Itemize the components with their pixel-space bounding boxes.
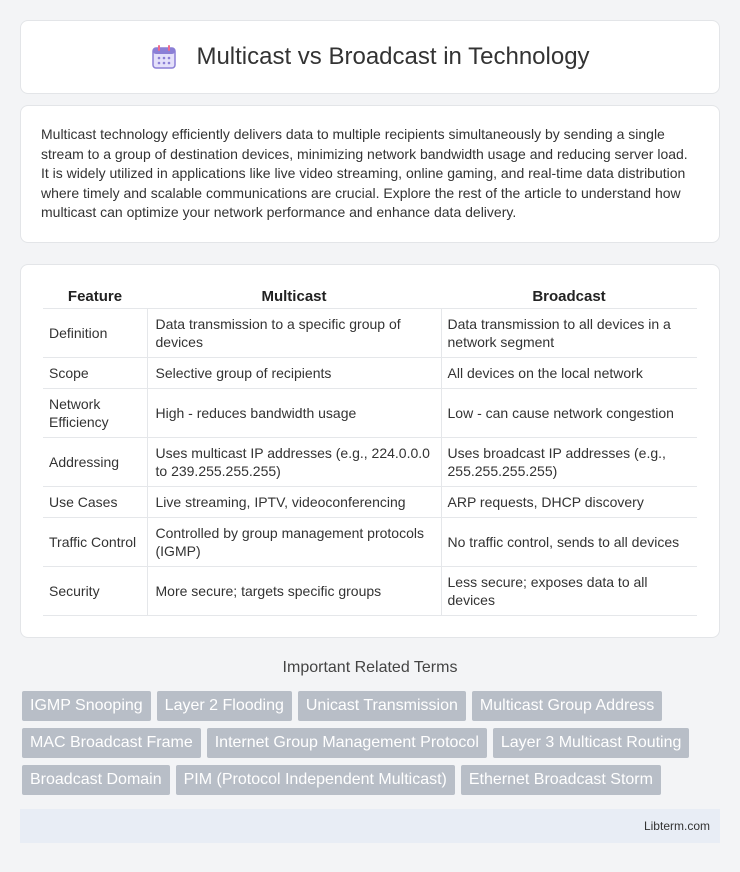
- multicast-cell: Uses multicast IP addresses (e.g., 224.0.0.0 to 239.255.255.255): [147, 438, 441, 487]
- broadcast-cell: Less secure; exposes data to all devices: [441, 567, 697, 616]
- term-tag[interactable]: Layer 3 Multicast Routing: [493, 728, 690, 758]
- header-feature: Feature: [43, 285, 147, 309]
- broadcast-cell: ARP requests, DHCP discovery: [441, 487, 697, 518]
- comparison-table: [43, 285, 697, 616]
- title-card: [20, 20, 720, 94]
- related-terms-heading: Important Related Terms: [282, 659, 458, 676]
- broadcast-cell: Uses broadcast IP addresses (e.g., 255.255.255.255): [441, 438, 697, 487]
- broadcast-cell: No traffic control, sends to all devices: [441, 518, 697, 567]
- intro-text: Multicast technology efficiently delivers data to multiple recipients simultaneously by sending a single stream to a group of destination devices, minimizing network bandwidth usage and reducing server load. It is widely utilized in applications like live video streaming, online gaming, and real-time data distribution where timely and scalable communications are crucial. Explore the rest of the article to understand how multicast can optimize your network performance and enhance data delivery.: [41, 126, 688, 220]
- page-title: Multicast vs Broadcast in Technology: [196, 43, 590, 70]
- footer-brand[interactable]: Libterm.com: [643, 819, 710, 833]
- term-tag[interactable]: Unicast Transmission: [298, 691, 466, 721]
- table-row: [43, 358, 697, 389]
- multicast-cell: Controlled by group management protocols (IGMP): [147, 518, 441, 567]
- footer: [20, 809, 720, 843]
- feature-cell: Network Efficiency: [43, 389, 147, 438]
- table-row: [43, 389, 697, 438]
- term-tag[interactable]: Multicast Group Address: [472, 691, 662, 721]
- term-tag[interactable]: Layer 2 Flooding: [157, 691, 292, 721]
- term-tag[interactable]: PIM (Protocol Independent Multicast): [176, 765, 455, 795]
- feature-cell: Addressing: [43, 438, 147, 487]
- term-tag[interactable]: Internet Group Management Protocol: [207, 728, 487, 758]
- term-tag[interactable]: Broadcast Domain: [22, 765, 170, 795]
- multicast-cell: High - reduces bandwidth usage: [147, 389, 441, 438]
- term-tag[interactable]: Ethernet Broadcast Storm: [461, 765, 661, 795]
- term-tag[interactable]: MAC Broadcast Frame: [22, 728, 201, 758]
- intro-card: [20, 105, 720, 243]
- table-header-row: [43, 285, 697, 309]
- related-terms-list: [22, 691, 720, 795]
- comparison-table-card: [20, 264, 720, 638]
- term-tag[interactable]: IGMP Snooping: [22, 691, 151, 721]
- feature-cell: Definition: [43, 309, 147, 358]
- feature-cell: Security: [43, 567, 147, 616]
- feature-cell: Traffic Control: [43, 518, 147, 567]
- feature-cell: Use Cases: [43, 487, 147, 518]
- multicast-cell: Live streaming, IPTV, videoconferencing: [147, 487, 441, 518]
- broadcast-cell: Data transmission to all devices in a network segment: [441, 309, 697, 358]
- feature-cell: Scope: [43, 358, 147, 389]
- table-row: [43, 438, 697, 487]
- table-row: [43, 567, 697, 616]
- table-row: [43, 487, 697, 518]
- table-row: [43, 309, 697, 358]
- calendar-icon: [150, 43, 178, 71]
- broadcast-cell: All devices on the local network: [441, 358, 697, 389]
- multicast-cell: More secure; targets specific groups: [147, 567, 441, 616]
- broadcast-cell: Low - can cause network congestion: [441, 389, 697, 438]
- header-multicast: Multicast: [147, 285, 441, 309]
- table-row: [43, 518, 697, 567]
- multicast-cell: Data transmission to a specific group of devices: [147, 309, 441, 358]
- header-broadcast: Broadcast: [441, 285, 697, 309]
- multicast-cell: Selective group of recipients: [147, 358, 441, 389]
